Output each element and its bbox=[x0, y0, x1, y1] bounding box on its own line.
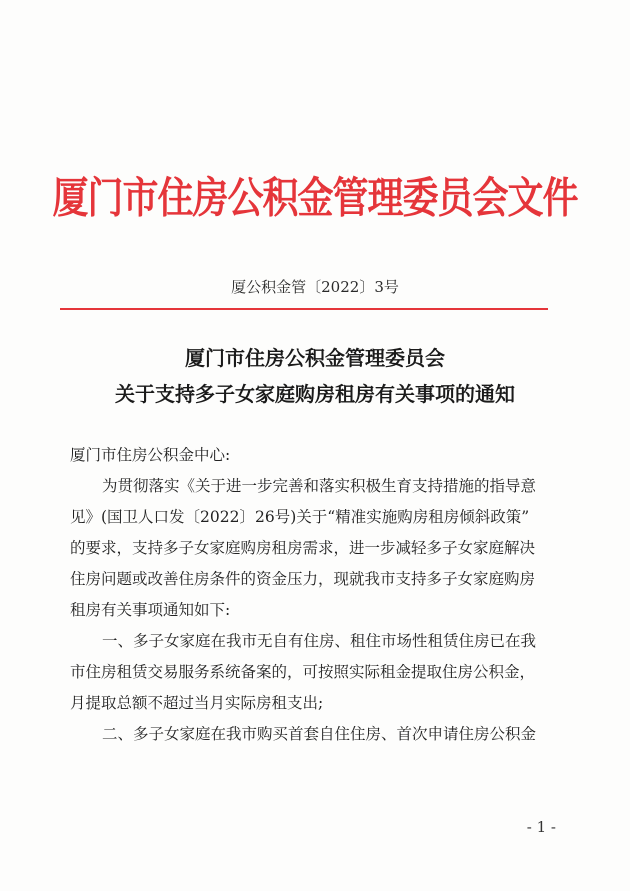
body-line: 见》(国卫人口发〔2022〕26号)关于“精准实施购房租房倾斜政策” bbox=[70, 508, 530, 526]
body-line: 为贯彻落实《关于进一步完善和落实积极生育支持措施的指导意 bbox=[102, 477, 537, 495]
document-number: 厦公积金管〔2022〕3号 bbox=[231, 278, 399, 296]
addressee: 厦门市住房公积金中心: bbox=[70, 446, 231, 464]
body-line: 一、多子女家庭在我市无自有住房、租住市场性租赁住房已在我 bbox=[102, 632, 537, 650]
title-line-1: 厦门市住房公积金管理委员会 bbox=[185, 346, 445, 370]
title-line-2: 关于支持多子女家庭购房租房有关事项的通知 bbox=[115, 382, 515, 406]
red-separator-line bbox=[60, 308, 548, 310]
body-line: 住房问题或改善住房条件的资金压力，现就我市支持多子女家庭购房 bbox=[70, 570, 536, 588]
body-line: 月提取总额不超过当月实际房租支出; bbox=[70, 694, 324, 712]
body-line: 市住房租赁交易服务系统备案的，可按照实际租金提取住房公积金， bbox=[70, 663, 536, 681]
body-line: 租房有关事项通知如下: bbox=[70, 601, 231, 619]
page-number: - 1 - bbox=[526, 818, 556, 836]
body-text bbox=[70, 440, 570, 750]
body-line: 二、多子女家庭在我市购买首套自住住房、首次申请住房公积金 bbox=[102, 725, 537, 743]
issuer-header: 厦门市住房公积金管理委员会文件 bbox=[52, 174, 578, 224]
body-line: 的要求，支持多子女家庭购房租房需求，进一步减轻多子女家庭解决 bbox=[70, 539, 536, 557]
